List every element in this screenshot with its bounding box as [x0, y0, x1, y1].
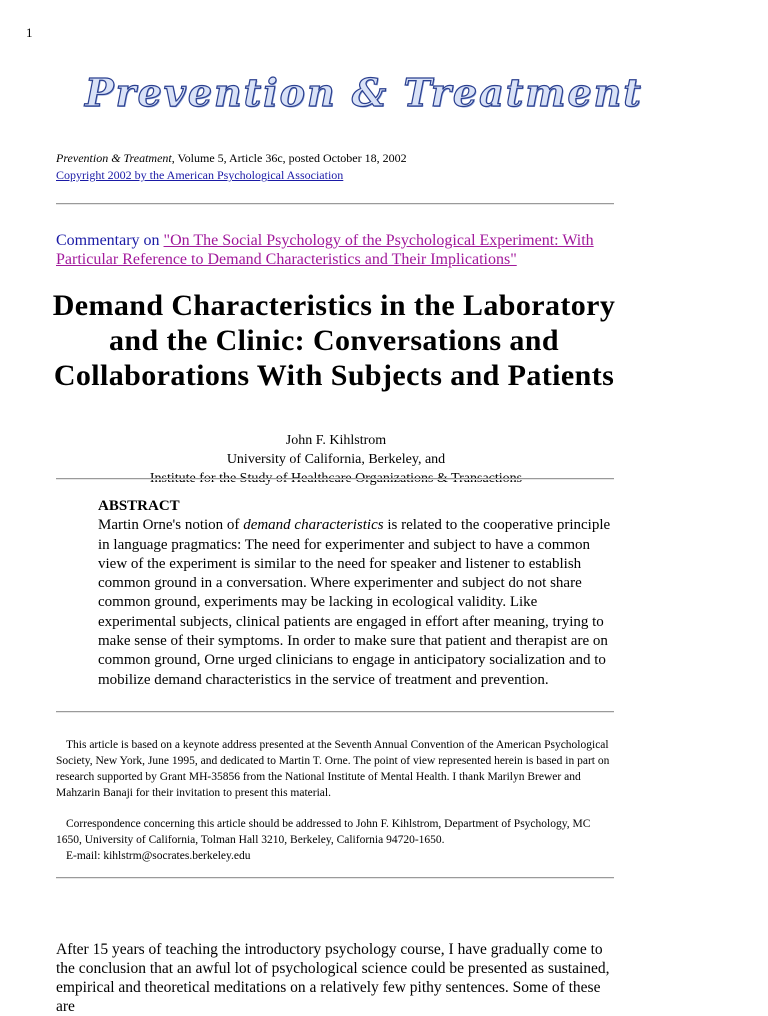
divider: [56, 478, 614, 480]
article-title: Demand Characteristics in the Laboratory and the Clinic: Conversations and Collaborations With Subjects and Patients: [52, 289, 616, 392]
commentary-target-link[interactable]: "On The Social Psychology of the Psychological Experiment: With Particular Reference to Demand Characteristics and Their Implications": [56, 232, 594, 268]
footnote-acknowledgment: This article is based on a keynote address presented at the Seventh Annual Convention of the American Psychological Society, New York, June 1995, and dedicated to Martin T. Orne. The point of view represented herein is based in part on research supported by Grant MH-35856 from the National Institute of Mental Health. I thank Marilyn Brewer and Mahzarin Banaji for their invitation to present this material.: [56, 739, 610, 799]
abstract-text-start: Martin Orne's notion of: [98, 517, 244, 534]
author-name: John F. Kihlstrom: [285, 433, 387, 448]
author-affiliation: University of California, Berkeley, and: [226, 452, 446, 467]
body-paragraph: After 15 years of teaching the introductory psychology course, I have gradually come to the conclusion that an awful lot of psychological science could be presented as sustained, empirical and theoretical meditations on a relatively few pithy sentences. Some of these are: [56, 941, 610, 1015]
divider: [56, 711, 614, 713]
author-institute: Institute for the Study of Healthcare Organizations & Transactions: [149, 471, 523, 486]
footnote-correspondence: Correspondence concerning this article should be addressed to John F. Kihlstrom, Department of Psychology, MC 1650, University of California, Tolman Hall 3210, Berkeley, California 94720-1650.: [56, 818, 591, 846]
citation-block: [56, 150, 407, 184]
citation-line: [56, 150, 407, 167]
citation-journal: Prevention & Treatment: [56, 151, 172, 165]
journal-banner-logo: Prevention & Treatment: [85, 70, 643, 115]
divider: [56, 877, 614, 879]
copyright-link[interactable]: Copyright 2002 by the American Psychological Association: [56, 168, 344, 182]
abstract-term: demand characteristics: [243, 517, 384, 534]
divider: [56, 203, 614, 205]
abstract-heading: ABSTRACT: [98, 498, 180, 514]
abstract-text-rest: is related to the cooperative principle in language pragmatics: The need for experimenter and subject to have a common view of the experiment is similar to the need for speaker and listener to establish common ground in a conversation. Where experimenter and subject do not share common ground, experiments may be lacking in ecological validity. Like experimental subjects, clinical patients are engaged in effort after meaning, trying to make sense of their symptoms. In order to make sure that patient and therapist are on common ground, Orne urged clinicians to engage in anticipatory socialization and to mobilize demand characteristics in the service of treatment and prevention.: [98, 517, 611, 688]
footnote-email: E-mail: kihlstrm@socrates.berkeley.edu: [66, 850, 251, 862]
abstract-text: [98, 516, 618, 690]
footnotes: [56, 737, 618, 864]
citation-details: , Volume 5, Article 36c, posted October 18, 2002: [171, 151, 407, 165]
abstract-block: [98, 497, 618, 690]
page-number: 1: [26, 25, 33, 40]
commentary-line: [56, 231, 616, 269]
commentary-prefix: Commentary on: [56, 232, 164, 249]
